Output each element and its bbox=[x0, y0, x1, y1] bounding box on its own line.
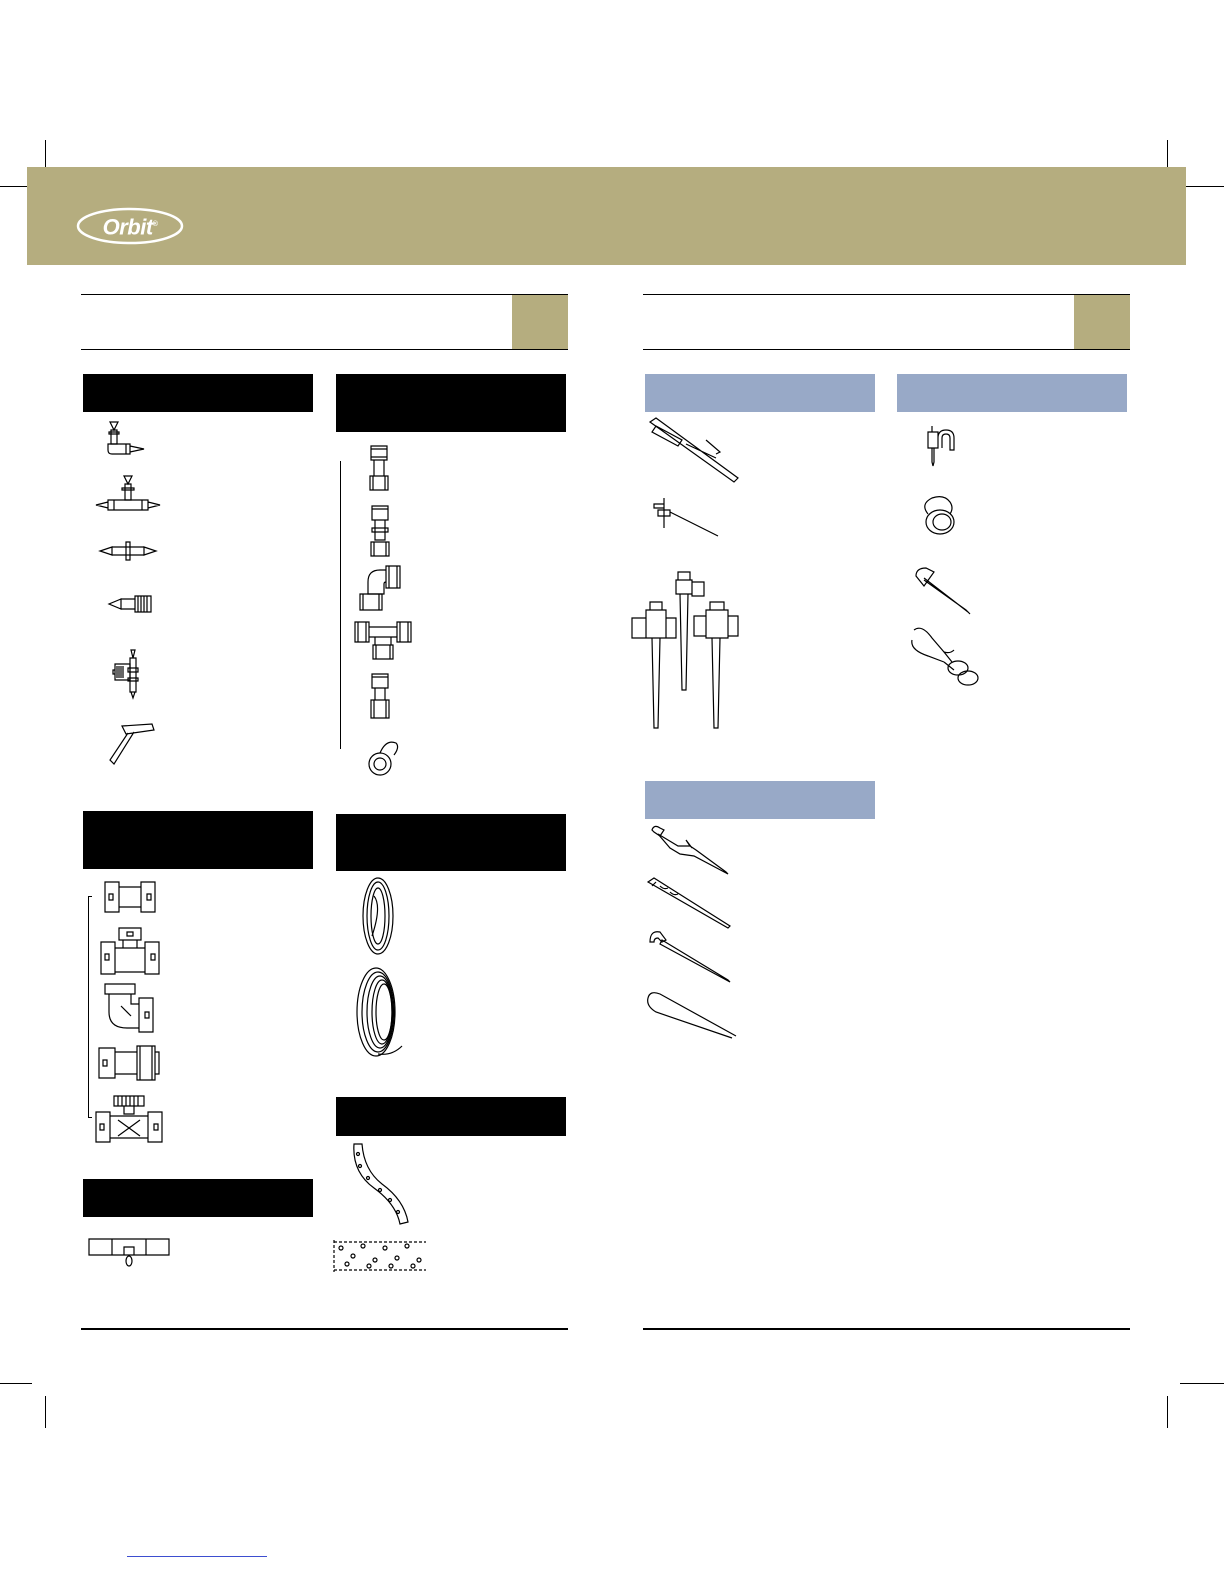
right-title-rule-bottom bbox=[643, 349, 1130, 350]
porous-pipe-icon bbox=[333, 1236, 427, 1276]
compression-tee-icon bbox=[353, 620, 413, 662]
section-header-holders bbox=[645, 781, 875, 819]
tubing-cutter-icon bbox=[908, 624, 980, 688]
hose-clamp-icon bbox=[916, 494, 960, 538]
u-staple-icon bbox=[646, 990, 738, 1040]
bracket-line bbox=[340, 461, 341, 749]
punch-tool-icon bbox=[104, 720, 156, 768]
crop-mark bbox=[45, 1396, 46, 1428]
pipe-clamp-icon bbox=[364, 736, 402, 778]
header-band bbox=[27, 167, 1186, 265]
right-title-rule-top bbox=[643, 294, 1130, 295]
left-page-title bbox=[81, 300, 501, 340]
section-header-slip-fittings bbox=[83, 811, 313, 869]
left-page-tab bbox=[512, 295, 568, 349]
section-header-stakes bbox=[645, 374, 875, 412]
logo-wordmark: Orbit® bbox=[102, 214, 158, 240]
slip-hose-adapter-icon bbox=[97, 1044, 161, 1082]
slip-valve-icon bbox=[94, 1094, 164, 1144]
footer-link-underline[interactable] bbox=[127, 1556, 267, 1557]
section-header-drip-fittings bbox=[83, 374, 313, 412]
clip-stake-icon bbox=[646, 876, 732, 930]
coupling-fitting-icon bbox=[98, 540, 158, 562]
right-page-title bbox=[643, 300, 1063, 340]
short-stake-icon bbox=[650, 494, 720, 538]
left-footer-rule bbox=[81, 1328, 568, 1330]
slip-elbow-icon bbox=[101, 982, 157, 1034]
crop-mark bbox=[1167, 1396, 1168, 1428]
inline-emitter-icon bbox=[88, 1237, 170, 1271]
bracket-tick bbox=[88, 1117, 92, 1118]
soaker-hose-icon bbox=[350, 1142, 412, 1228]
left-title-rule-bottom bbox=[81, 349, 568, 350]
section-header-soaker bbox=[336, 1097, 566, 1136]
compression-elbow-icon bbox=[356, 562, 404, 614]
section-header-emitter-line bbox=[83, 1179, 313, 1217]
crop-mark bbox=[1180, 1383, 1224, 1384]
small-tubing-coil-icon bbox=[356, 876, 400, 958]
crop-mark bbox=[1180, 186, 1224, 187]
crop-mark bbox=[0, 1383, 32, 1384]
end-plug-icon bbox=[105, 590, 155, 618]
large-tubing-coil-icon bbox=[354, 966, 406, 1060]
nail-icon bbox=[910, 566, 972, 616]
j-stake-icon bbox=[646, 928, 732, 984]
compression-adapter-icon bbox=[366, 504, 394, 558]
valve-fitting-icon bbox=[111, 648, 145, 700]
orbit-logo bbox=[76, 206, 184, 246]
spike-risers-icon bbox=[628, 570, 740, 730]
compression-coupling-icon bbox=[365, 444, 393, 492]
slip-coupling-icon bbox=[103, 880, 157, 914]
long-stake-icon bbox=[646, 416, 742, 484]
right-page-tab bbox=[1074, 295, 1130, 349]
section-header-accessories bbox=[897, 374, 1127, 412]
tee-fitting-icon bbox=[94, 474, 164, 516]
section-header-compression-fittings bbox=[336, 374, 566, 432]
left-title-rule-top bbox=[81, 294, 568, 295]
elbow-fitting-icon bbox=[102, 420, 148, 460]
bracket-tick bbox=[88, 896, 92, 897]
tubing-clip-icon bbox=[924, 424, 958, 468]
right-footer-rule bbox=[643, 1328, 1130, 1330]
bracket-line bbox=[88, 896, 89, 1118]
section-header-tubing bbox=[336, 814, 566, 871]
compression-end-cap-icon bbox=[366, 672, 394, 722]
hook-stake-icon bbox=[648, 824, 730, 876]
slip-tee-icon bbox=[99, 926, 161, 976]
